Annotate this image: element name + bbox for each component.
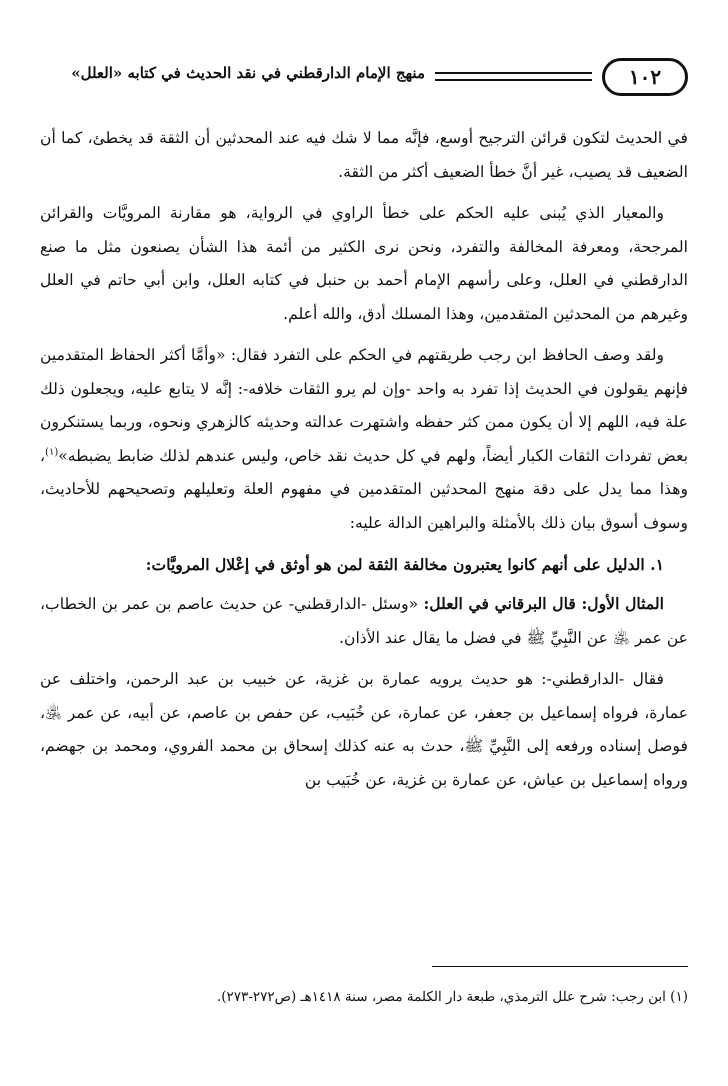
footnote-ref: (١) xyxy=(45,446,59,458)
paragraph-3-quote: ولقد وصف الحافظ ابن رجب طريقتهم في الحكم على التفرد فقال: «وأمَّا أكثر الحفاظ المتقدمين فإنهم يقولون في الحديث إذا تفرد به واحد -وإن لم يرو الثقات خلافه-: إنَّه لا يتابع عليه، ويجعلون ذلك علة فيه، اللهم إلا أن يكون ممن كثر حفظه واشتهرت عدالته وحديثه كالزهري ونحوه، وربما يستنكرون بعض تفردات الثقات الكبار أيضاً، ولهم في كل حديث نقد خاص، وليس عندهم لذلك ضابط يضبطه» xyxy=(40,346,688,465)
section-heading: ١. الدليل على أنهم كانوا يعتبرون مخالفة الثقة لمن هو أوثق في إعْلال المرويَّات: xyxy=(145,555,664,574)
paragraph-4-text: «وسئل -الدارقطني- عن حديث عاصم بن عمر بن الخطاب، عن عمر ﵁ عن النَّبِيِّ ﷺ في فضل ما يقال عند الأذان. xyxy=(40,595,688,647)
footnote-separator xyxy=(432,966,688,967)
footnote: (١) ابن رجب: شرح علل الترمذي، طبعة دار الكلمة مصر، سنة ١٤١٨هـ (ص٢٧٢-٢٧٣). xyxy=(216,989,688,1005)
running-title: منهج الإمام الدارقطني في نقد الحديث في كتابه «العلل» xyxy=(71,64,425,82)
paragraph-3-tail: ، وهذا مما يدل على دقة منهج المحدثين المتقدمين في مفهوم العلة وتعليلهم وتصحيحهم للأحاديث، وسوف أسوق بيان ذلك بالأمثلة والبراهين الدالة عليه: xyxy=(40,446,688,532)
paragraph-3 xyxy=(40,339,688,540)
paragraph-5: فقال -الدارقطني-: هو حديث يرويه عمارة بن غزية، عن خبيب بن عبد الرحمن، واختلف عن عمارة، فرواه إسماعيل بن جعفر، عن عمارة، عن خُبَيب، عن حفص بن عاصم، عن أبيه، عن عمر ﵁، فوصل إسناده ورفعه إلى النَّبِيِّ ﷺ، حدث به عنه كذلك إسحاق بن محمد الفروي، ومحمد بن جهضم، ورواه إسماعيل بن عياش، عن عمارة بن غزية، عن خُبَيب بن xyxy=(40,670,688,789)
header-rule-top xyxy=(435,72,592,74)
header-rule-bottom xyxy=(435,79,592,81)
page-number: ١٠٢ xyxy=(602,58,688,96)
page-header xyxy=(30,58,688,98)
example-lead: المثال الأول: قال البرقاني في العلل: xyxy=(423,594,664,613)
paragraph-4 xyxy=(40,587,688,655)
page-body xyxy=(40,122,688,805)
paragraph-1: في الحديث لتكون قرائن الترجيح أوسع، فإنَّه مما لا شك فيه عند المحدثين أن الثقة قد يخطئ، كما أن الضعيف قد يصيب، غير أنَّ خطأ الضعيف أكثر من الثقة. xyxy=(40,129,688,181)
paragraph-2: والمعيار الذي يُبنى عليه الحكم على خطأ الراوي في الرواية، هو مقارنة المرويَّات والقرائن المرجحة، ومعرفة المخالفة والتفرد، ونحن نرى الكثير من أئمة هذا الشأن يصنعون مثل ما صنع الدارقطني في العلل، وعلى رأسهم الإمام أحمد بن حنبل في كتابه العلل، وابن أبي حاتم في العلل وغيرهم من المحدثين المتقدمين، وهذا المسلك أدق، والله أعلم. xyxy=(40,204,688,323)
